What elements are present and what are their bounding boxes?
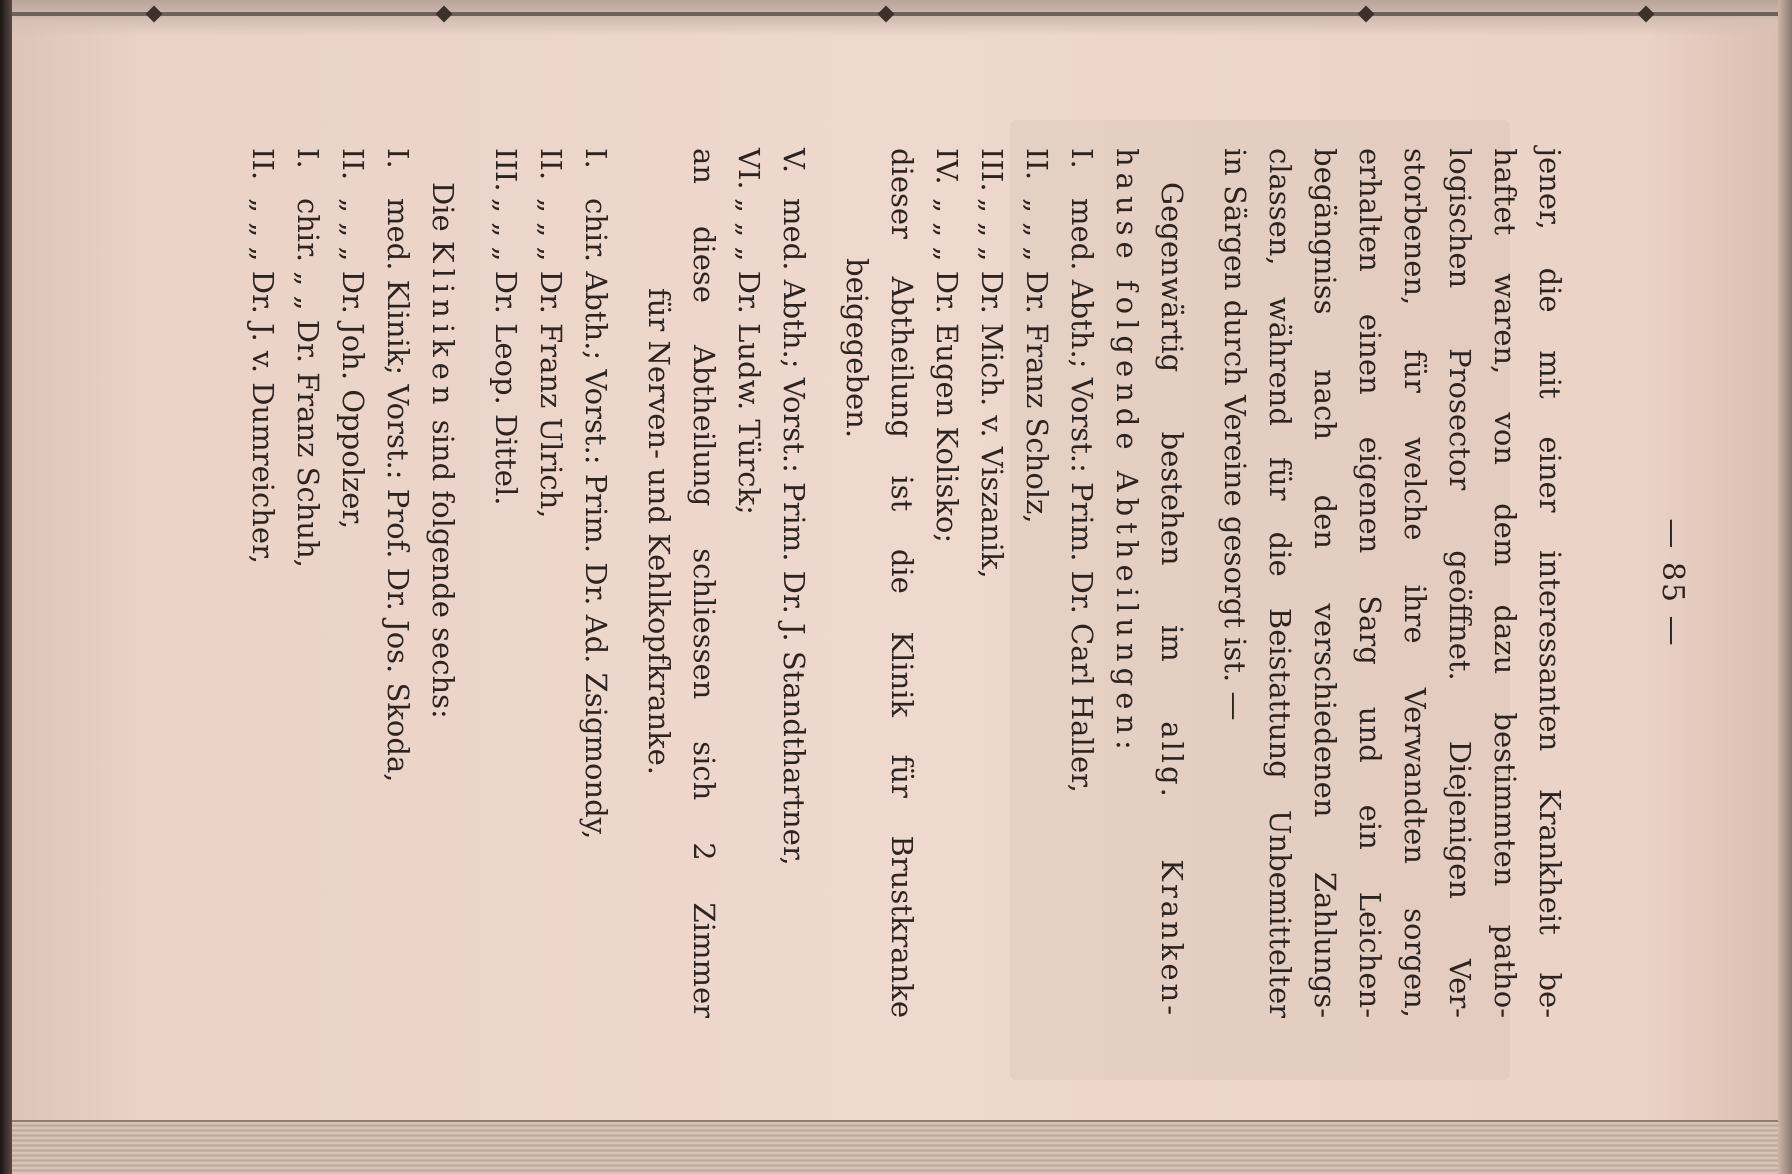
list-item [771,148,816,1018]
text-line: classen, während für die Beistattung Unbemittelter [1263,148,1297,1018]
list-item-text: „ „ „ Dr. J. v. Dumreicher, [246,198,280,564]
right-edge [1778,0,1792,1174]
list-item [285,148,330,1018]
kliniken-prefix: Die [426,182,460,232]
list-item [528,148,573,1018]
text-line: begängniss nach den verschiedenen Zahlungs- [1308,148,1342,1018]
paragraph-1 [1212,148,1572,1018]
kliniken-word: Kliniken [426,240,460,411]
list-item [375,148,420,1018]
intro-line [1149,148,1194,1018]
text-line: haftet waren, von dem dazu bestimmten patho- [1488,148,1522,1018]
roman-number: V. [777,148,811,174]
list-item [483,148,528,1018]
roman-number: III. [489,148,523,192]
list-item-text: „ „ „ Dr. Mich. v. Viszanik, [975,198,1009,579]
roman-number: I. [1065,148,1099,169]
intro-line-2 [1104,148,1149,1018]
roman-number: III. [975,148,1009,192]
kliniken-suffix: sind folgende sechs: [426,419,460,719]
list-item-text: med. Klinik; Vorst.: Prof. Dr. Jos. Skoda, [381,198,415,783]
list-item [1059,148,1104,1018]
intro-allg: allg. [1155,721,1189,800]
list-item [924,148,969,1018]
intro-hause: hause folgende Abtheilungen [1110,148,1144,741]
page-edges [0,1120,1792,1174]
spine-shadow [0,0,1792,36]
list-item [240,148,285,1018]
roman-number: II. [534,148,568,181]
list-item-text: „ „ „ Dr. Franz Ulrich, [534,198,568,519]
roman-number: I. [291,148,325,169]
text-line: in Särgen durch Vereine gesorgt ist. — [1218,148,1252,721]
text-block [240,148,1695,1018]
list-item-text: „ „ „ Dr. Joh. Oppolzer, [336,198,370,530]
list-item-text: „ „ „ Dr. Franz Scholz, [1020,198,1054,524]
text-line: logischen Prosector geöffnet. Diejenigen Ver- [1443,148,1477,1018]
list-item [969,148,1014,1018]
intro-colon: : [1110,740,1144,750]
list-item [573,148,618,1018]
list-item [1014,148,1059,1018]
roman-number: VI. [732,148,766,190]
text-line: storbenen, für welche ihre Verwandten sorgen, [1398,148,1432,1018]
list-item-text: „ „ „ Dr. Leop. Dittel. [489,198,523,506]
intro-kranken: Kranken- [1155,859,1189,1018]
page-number: — 85 — [1655,518,1690,648]
intro-prefix: Gegenwärtig bestehen im [1155,182,1189,662]
note-line: beigegeben. [840,258,874,439]
roman-number: II. [246,148,280,181]
roman-number: I. [579,148,613,169]
roman-number: II. [1020,148,1054,181]
note-line: für Nerven- und Kehlkopfkranke. [642,288,676,775]
roman-number: I. [381,148,415,169]
list-item [330,148,375,1018]
list-item-text: med. Abth.; Vorst.: Prim. Dr. J. Standthartner, [777,198,811,866]
roman-number: II. [336,148,370,181]
top-rule [0,12,1792,16]
list-item-text: med. Abth.; Vorst.: Prim. Dr. Carl Haller, [1065,198,1099,794]
text-line: jener, die mit einer interessanten Krankheit be- [1533,148,1567,1018]
kliniken-intro [420,148,465,1018]
list-item-text: „ „ „ Dr. Ludw. Türck; [732,198,766,515]
note-line: dieser Abtheilung ist die Klinik für Brustkranke [885,148,919,1018]
roman-number: IV. [930,148,964,185]
list-item [726,148,771,1018]
left-shadow [0,0,12,1174]
list-item-text: „ „ „ Dr. Eugen Kolisko; [930,198,964,544]
list-item-text: chir. „ „ Dr. Franz Schuh, [291,198,325,568]
note-line: an diese Abtheilung schliessen sich 2 Zimmer [687,148,721,1018]
list-item-text: chir. Abth.; Vorst.: Prim. Dr. Ad. Zsigmondy, [579,198,613,840]
text-line: erhalten einen eigenen Sarg und ein Leichen- [1353,148,1387,1018]
